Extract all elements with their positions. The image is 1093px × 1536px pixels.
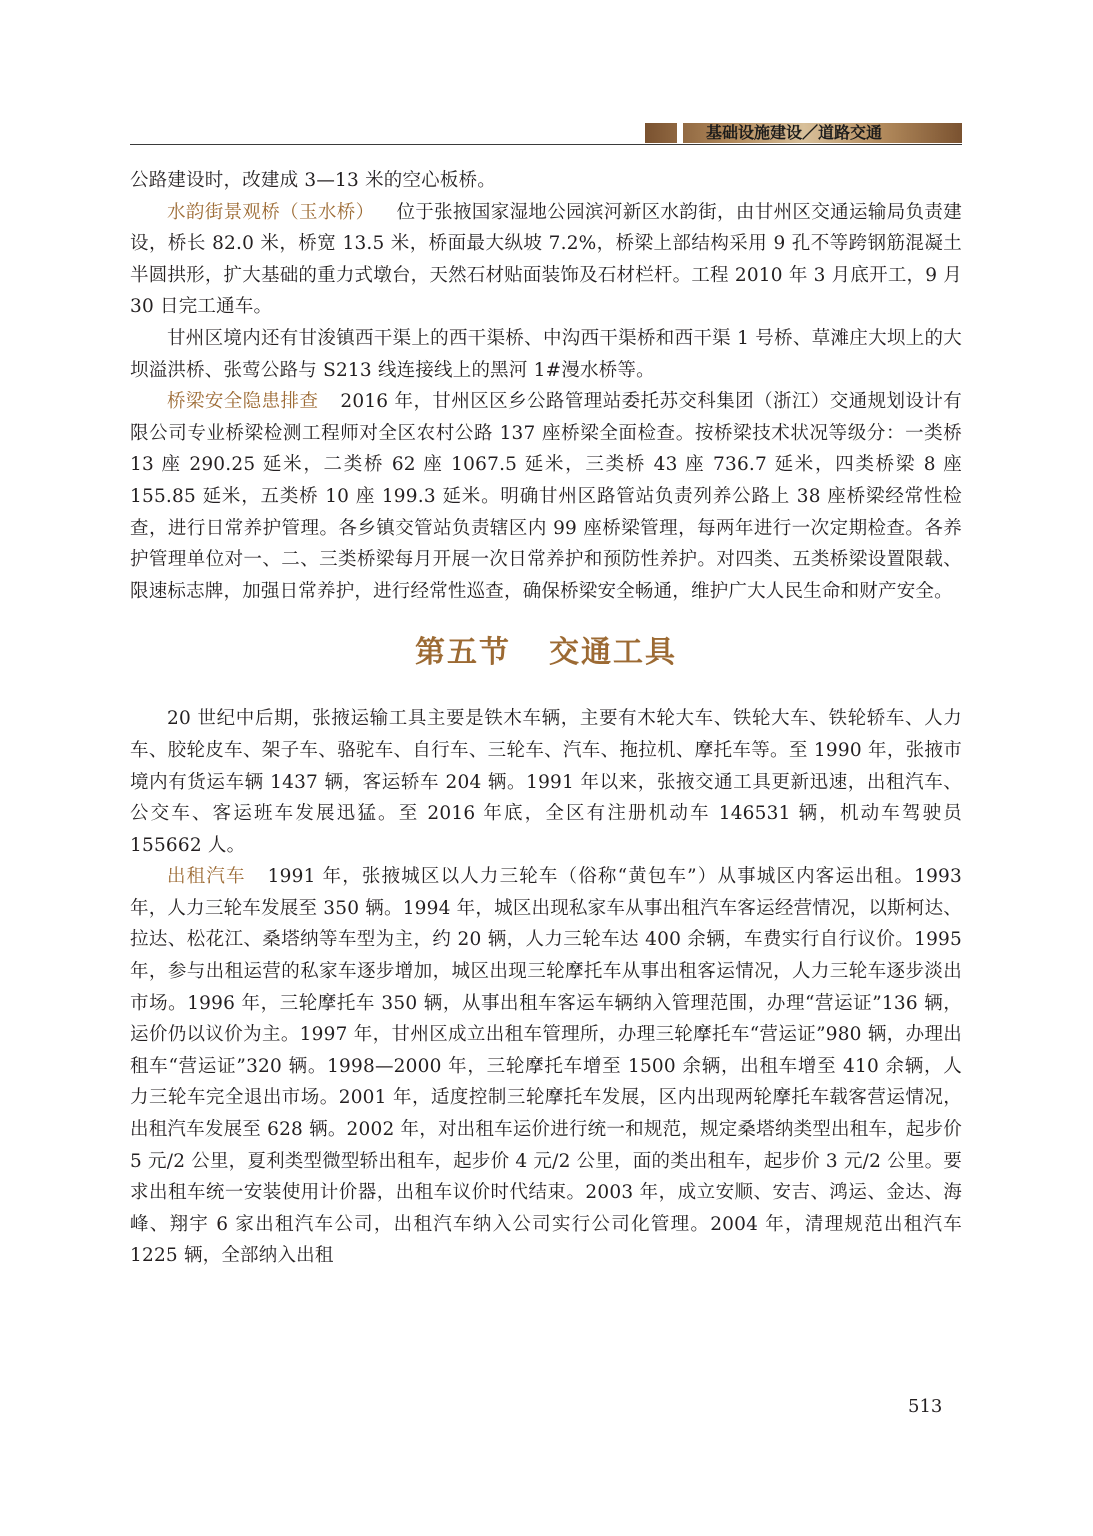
section-title: 交通工具	[549, 635, 677, 671]
paragraph-text: 公路建设时，改建成 3—13 米的空心板桥。	[130, 170, 496, 191]
header-title: 基础设施建设／道路交通	[706, 123, 883, 142]
paragraph-bridge-safety	[130, 386, 962, 607]
paragraph-term: 出租汽车	[167, 866, 246, 888]
header-bar-notch	[677, 123, 683, 143]
section-number: 第五节	[415, 635, 511, 671]
paragraph-term: 水韵街景观桥（玉水桥）	[167, 201, 375, 223]
paragraph-vehicles-intro	[130, 703, 962, 861]
running-header	[130, 120, 962, 146]
paragraph-text: 2016 年，甘州区区乡公路管理站委托苏交科集团（浙江）交通规划设计有限公司专业桥梁检测工程师对全区农村公路 137 座桥梁全面检查。按桥梁技术状况等级分：一类桥 13 座 290.25 延米，二类桥 62 座 1067.5 延米，三类桥 43 座 736.7 延米，四类桥梁 8 座 155.85 延米，五类桥 10 座 199.3 延米。明确甘州区路管站负责列养公路上 38 座桥梁经常性检查，进行日常养护管理。各乡镇交管站负责辖区内 99 座桥梁管理，每两年进行一次定期检查。各养护管理单位对一、二、三类桥梁每月开展一次日常养护和预防性养护。对四类、五类桥梁设置限载、限速标志牌，加强日常养护，进行经常性巡查，确保桥梁安全畅通，维护广大人民生命和财产安全。	[130, 391, 962, 602]
paragraph-other-bridges	[130, 323, 962, 386]
paragraph-text: 位于张掖国家湿地公园滨河新区水韵街，由甘州区交通运输局负责建设，桥长 82.0 米，桥宽 13.5 米，桥面最大纵坡 7.2%，桥梁上部结构采用 9 孔不等跨钢筋混凝土半圆拱形，扩大基础的重力式墩台，天然石材贴面装饰及石材栏杆。工程 2010 年 3 月底开工，9 月 30 日完工通车。	[130, 201, 962, 318]
paragraph-taxi	[130, 861, 962, 1272]
page-number: 513	[908, 1396, 943, 1417]
paragraph-text: 20 世纪中后期，张掖运输工具主要是铁木车辆，主要有木轮大车、铁轮大车、铁轮轿车、人力车、胶轮皮车、架子车、骆驼车、自行车、三轮车、汽车、拖拉机、摩托车等。至 1990 年，张掖市境内有货运车辆 1437 辆，客运轿车 204 辆。1991 年以来，张掖交通工具更新迅速，出租汽车、公交车、客运班车发展迅猛。至 2016 年底，全区有注册机动车 146531 辆，机动车驾驶员 155662 人。	[130, 708, 962, 856]
section-heading	[130, 631, 962, 675]
paragraph-text: 1991 年，张掖城区以人力三轮车（俗称“黄包车”）从事城区内客运出租。1993 年，人力三轮车发展至 350 辆。1994 年，城区出现私家车从事出租汽车客运经营情况，以斯柯达、拉达、松花江、桑塔纳等车型为主，约 20 辆，人力三轮车达 400 余辆，车费实行自行议价。1995 年，参与出租运营的私家车逐步增加，城区出现三轮摩托车从事出租客运情况，人力三轮车逐步淡出市场。1996 年，三轮摩托车 350 辆，从事出租车客运车辆纳入管理范围，办理“营运证”136 辆，运价仍以议价为主。1997 年，甘州区成立出租车管理所，办理三轮摩托车“营运证”980 辆，办理出租车“营运证”320 辆。1998—2000 年，三轮摩托车增至 1500 余辆，出租车增至 410 余辆，人力三轮车完全退出市场。2001 年，适度控制三轮摩托车发展，区内出现两轮摩托车载客营运情况，出租汽车发展至 628 辆。2002 年，对出租车运价进行统一和规范，规定桑塔纳类型出租车，起步价 5 元/2 公里，夏利类型微型轿出租车，起步价 4 元/2 公里，面的类出租车，起步价 3 元/2 公里。要求出租车统一安装使用计价器，出租车议价时代结束。2003 年，成立安顺、安吉、鸿运、金达、海峰、翔宇 6 家出租汽车公司，出租汽车纳入公司实行公司化管理。2004 年，清理规范出租汽车 1225 辆，全部纳入出租	[130, 866, 962, 1267]
paragraph-yushui-bridge	[130, 197, 962, 323]
paragraph-term: 桥梁安全隐患排查	[167, 391, 319, 413]
page-body	[130, 165, 962, 1272]
paragraph-continuation	[130, 165, 962, 197]
header-rule	[130, 144, 962, 145]
paragraph-text: 甘州区境内还有甘浚镇西干渠上的西干渠桥、中沟西干渠桥和西干渠 1 号桥、草滩庄大坝上的大坝溢洪桥、张莺公路与 S213 线连接线上的黑河 1#漫水桥等。	[130, 327, 962, 381]
